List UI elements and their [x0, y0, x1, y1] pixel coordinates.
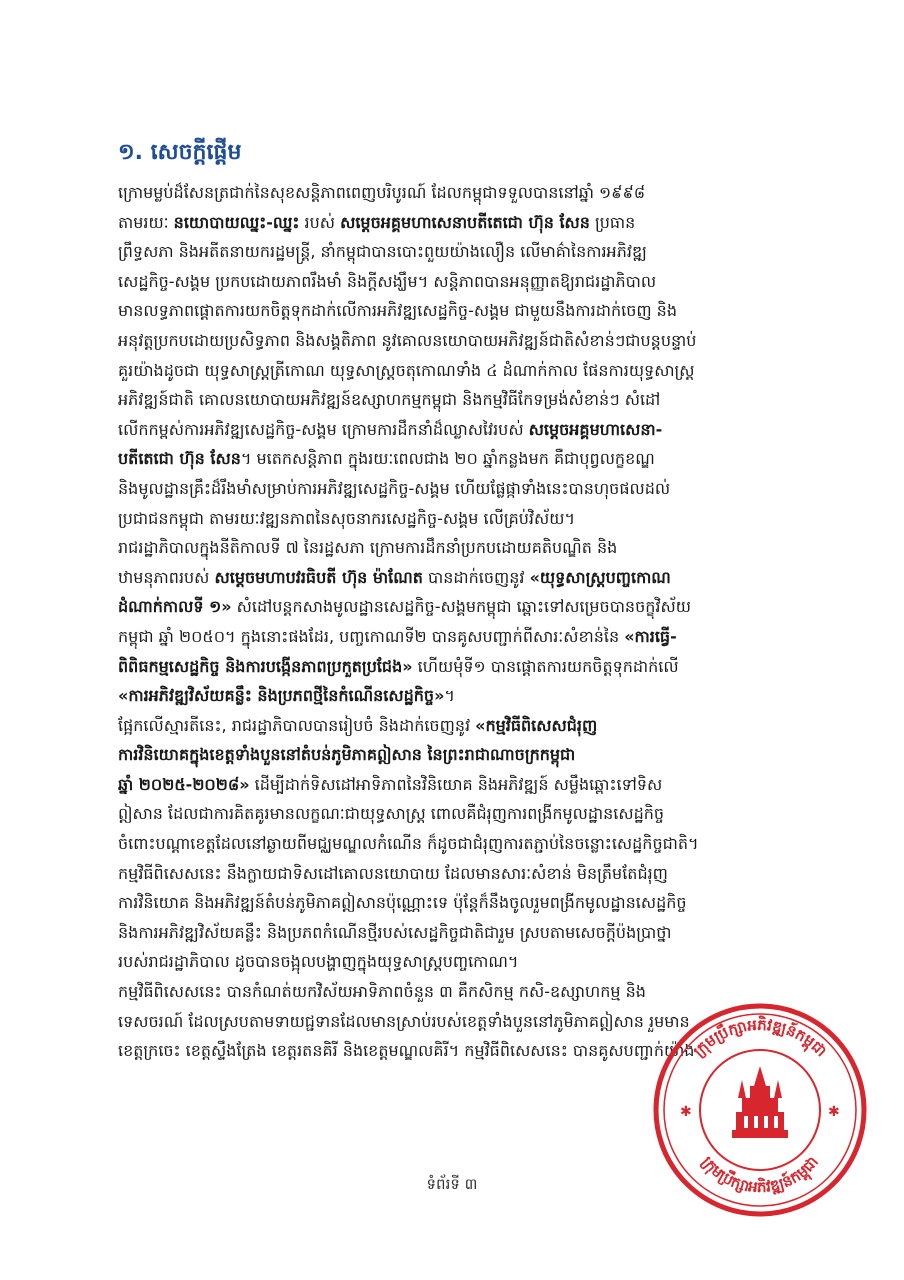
bold-text-run: «យុទ្ធសាស្ត្របញ្ចកោណ: [529, 567, 671, 587]
text-run: សេដ្ឋកិច្ច-សង្គម ប្រកបដោយភាពរឹងមាំ និងក្តីសង្ឃឹម។ សន្តិភាពបានអនុញ្ញាតឱ្យរាជរដ្ឋាភិបាល: [118, 271, 657, 291]
bold-text-run: សម្តេចមហាបវរធិបតី ហ៊ុន ម៉ាណែត: [214, 567, 423, 587]
text-line: [118, 444, 786, 474]
text-line: [118, 622, 786, 652]
text-line: [118, 296, 786, 326]
seal-star-right-icon: ✱: [828, 1104, 840, 1120]
section-heading: ១. សេចក្តីផ្តើម: [118, 140, 242, 165]
bold-text-run: «កម្មវិធីពិសេសជំរុញ: [475, 715, 598, 735]
text-run: អភិវឌ្ឍន៍ជាតិ គោលនយោបាយអភិវឌ្ឍន៍ឧស្សាហកម្មកម្ពុជា និងកម្មវិធីកែទម្រង់សំខាន់ៗ សំដៅ: [118, 390, 661, 410]
text-line: [118, 504, 786, 534]
text-run: និងមូលដ្ឋានគ្រឹះដ៏រឹងមាំសម្រាប់ការអភិវឌ្ឍសេដ្ឋកិច្ច-សង្គម ហើយផ្លែផ្កាទាំងនេះបានហុចផលដល់: [118, 478, 671, 498]
bold-text-run: នយោបាយឈ្នះ-ឈ្នះ: [173, 212, 300, 232]
svg-text:ក្រុមប្រឹក្សាអភិវឌ្ឍន៍កម្ពុជា: [690, 1015, 831, 1062]
text-line: [118, 652, 786, 682]
text-run: ។ មតេកសន្តិភាព ក្នុងរយៈពេលជាង ២០ ឆ្នាំកន្លងមក គឺជាបុព្វលក្ខខណ្ឌ: [240, 449, 655, 469]
text-line: [118, 178, 786, 208]
bold-text-run: ពិពិធកម្មសេដ្ឋកិច្ច និងការបង្កើនភាពប្រកួតប្រជែង»: [118, 656, 413, 676]
text-run: ព្រឹទ្ធសភា និងអតីតនាយករដ្ឋមន្ត្រី, នាំកម្ពុជាបានបោះពួយយ៉ាងលឿន លើមាគ៌ានៃការអភិវឌ្ឍ: [118, 242, 647, 262]
text-line: [118, 326, 786, 356]
text-run: ផ្អែកលើស្មារតីនេះ, រាជរដ្ឋាភិបាលបានរៀបចំ និងដាក់ចេញនូវ: [118, 715, 476, 735]
text-run: របស់រាជរដ្ឋាភិបាល ដូចបានចង្អុលបង្ហាញក្នុងយុទ្ធសាស្ត្របញ្ចកោណ។: [118, 952, 519, 972]
bold-text-run: បតីតេជោ ហ៊ុន សែន: [118, 449, 241, 469]
text-run: កម្មវិធីពិសេសនេះ នឹងក្លាយជាទិសដៅគោលនយោបាយ ដែលមានសារៈសំខាន់ មិនត្រឹមតែជំរុញ: [118, 863, 668, 883]
text-run: របស់: [299, 212, 341, 232]
text-line: [118, 859, 786, 889]
text-line: [118, 888, 786, 918]
temple-emblem-icon: [732, 1066, 788, 1138]
text-line: [118, 208, 786, 238]
text-run: ។: [444, 686, 455, 706]
text-run: ខេត្តក្រចេះ ខេត្តស្ទឹងត្រែង ខេត្តរតនគិរី និងខេត្តមណ្ឌលគិរី។ កម្មវិធីពិសេសនេះ បានគូសបញ្ជាក់យ៉ាង: [118, 1041, 695, 1061]
text-line: [118, 474, 786, 504]
seal-bottom-text: ក្រុមប្រឹក្សាអភិវឌ្ឍន៍កម្ពុជា: [698, 1152, 822, 1197]
text-run: លើកកម្ពស់ការអភិវឌ្ឍសេដ្ឋកិច្ច-សង្គម ក្រោមការដឹកនាំដ៏ឈ្លាសវៃរបស់: [118, 419, 529, 439]
text-run: បានដាក់ចេញនូវ: [422, 567, 530, 587]
text-run: គួរយ៉ាងដូចជា យុទ្ធសាស្ត្រត្រីកោណ យុទ្ធសាស្ត្រចតុកោណទាំង ៤ ដំណាក់កាល ផែនការយុទ្ធសាស្ត្រ: [118, 360, 695, 380]
text-run: និងការអភិវឌ្ឍវិស័យគន្លឹះ និងប្រភពកំណើនថ្មីរបស់សេដ្ឋកិច្ចជាតិជារួម ស្របតាមសេចក្តីប៉ងប្រាថ្នា: [118, 922, 672, 942]
text-run: កម្ពុជា ឆ្នាំ ២០៥០។ ក្នុងនោះផងដែរ, បញ្ចកោណទី២ បានគូសបញ្ជាក់ពីសារៈសំខាន់នៃ: [118, 626, 625, 646]
text-line: [118, 829, 786, 859]
bold-text-run: «ការធ្វើ-: [624, 626, 677, 646]
text-line: [118, 385, 786, 415]
text-run: ការវិនិយោគ និងអភិវឌ្ឍន៍តំបន់ភូមិភាគឦសានប៉ុណ្ណោះទេ ប៉ុន្តែក៏នឹងចូលរួមពង្រីកមូលដ្ឋានសេដ្ឋកិច្ច: [118, 893, 687, 913]
text-line: [118, 711, 786, 741]
text-line: [118, 770, 786, 800]
text-run: អនុវត្តប្រកបដោយប្រសិទ្ធភាព និងសង្គតិភាព នូវគោលនយោបាយអភិវឌ្ឍន៍ជាតិសំខាន់ៗជាបន្តបន្ទាប់: [118, 330, 697, 350]
text-run: មានលទ្ធភាពផ្តោតការយកចិត្តទុកដាក់លើការអភិវឌ្ឍសេដ្ឋកិច្ច-សង្គម ជាមួយនឹងការដាក់ចេញ និង: [118, 301, 677, 321]
text-run: ក្រោមម្លប់ដ៏សែនត្រជាក់នៃសុខសន្តិភាពពេញបរិបូរណ៍ ដែលកម្ពុជាទទួលបាននៅឆ្នាំ ១៩៩៨: [118, 183, 646, 202]
seal-top-text: ក្រុមប្រឹក្សាអភិវឌ្ឍន៍កម្ពុជា: [689, 1015, 831, 1061]
text-line: [118, 592, 786, 622]
text-run: ទេសចរណ៍ ដែលស្របតាមទាយជ្ជទានដែលមានស្រាប់របស់ខេត្តទាំងបួននៅភូមិភាគឦសាន រួមមាន: [118, 1011, 690, 1031]
bold-text-run: សម្តេចអគ្គមហាសេនា-: [528, 419, 663, 439]
seal-star-left-icon: ✱: [680, 1104, 692, 1120]
text-line: [118, 563, 786, 593]
text-run: ឋាមនុភាពរបស់: [118, 567, 215, 587]
text-line: [118, 237, 786, 267]
text-run: ប្រធាន: [589, 212, 636, 232]
text-line: [118, 681, 786, 711]
bold-text-run: ឆ្នាំ ២០២៥-២០២៨»: [118, 774, 250, 794]
text-run: តាមរយៈ: [118, 212, 174, 232]
bold-text-run: ដំណាក់កាលទី ១»: [118, 597, 232, 617]
text-run: ឦសាន ដែលជាការគិតគូរមានលក្ខណៈជាយុទ្ធសាស្ត្រ ពោលគឺជំរុញការពង្រីកមូលដ្ឋានសេដ្ឋកិច្ច: [118, 804, 665, 824]
text-line: [118, 415, 786, 445]
text-run: ប្រជាជនកម្ពុជា តាមរយៈវឌ្ឍនភាពនៃសុចនាករសេដ្ឋកិច្ច-សង្គម លើគ្រប់វិស័យ។: [118, 508, 575, 528]
text-line: [118, 267, 786, 297]
text-run: ហើយមុំទី១ បានផ្តោតការយកចិត្តទុកដាក់លើ: [412, 656, 679, 676]
text-line: [118, 947, 786, 977]
text-line: [118, 799, 786, 829]
text-run: សំដៅបន្តកសាងមូលដ្ឋានសេដ្ឋកិច្ច-សង្គមកម្ពុជា ឆ្ពោះទៅសម្រេចបានចក្ខុវិស័យ: [231, 597, 691, 617]
text-line: [118, 740, 786, 770]
text-run: ចំពោះបណ្តាខេត្តដែលនៅឆ្ងាយពីមជ្ឈមណ្ឌលកំណើន ក៏ដូចជាជំរុញការតភ្ជាប់នៃចន្លោះសេដ្ឋកិច្ចជាតិ។: [118, 834, 699, 854]
text-run: រាជរដ្ឋាភិបាលក្នុងនីតិកាលទី ៧ នៃរដ្ឋសភា ក្រោមការដឹកនាំប្រកបដោយគតិបណ្ឌិត និង: [118, 538, 618, 558]
page-number: ទំព័រទី ៣: [426, 1175, 478, 1193]
text-line: [118, 533, 786, 563]
text-line: [118, 356, 786, 386]
bold-text-run: ការវិនិយោគក្នុងខេត្តទាំងបួននៅតំបន់ភូមិភាគឦសាន នៃព្រះរាជាណាចក្រកម្ពុជា: [118, 745, 576, 765]
bold-text-run: «ការអភិវឌ្ឍវិស័យគន្លឹះ និងប្រភពថ្មីនៃកំណើនសេដ្ឋកិច្ច»: [118, 686, 445, 706]
text-line: [118, 918, 786, 948]
body-text: [118, 178, 786, 1066]
bold-text-run: សម្តេចអគ្គមហាសេនាបតីតេជោ ហ៊ុន សែន: [340, 212, 590, 232]
text-run: ដើម្បីដាក់ទិសដៅអាទិភាពនៃវិនិយោគ និងអភិវឌ្ឍន៍ សម្លឹងឆ្ពោះទៅទិស: [249, 774, 663, 794]
text-run: កម្មវិធីពិសេសនេះ បានកំណត់យកវិស័យអាទិភាពចំនួន ៣ គឺកសិកម្ម កសិ-ឧស្សាហកម្ម និង: [118, 982, 646, 1002]
